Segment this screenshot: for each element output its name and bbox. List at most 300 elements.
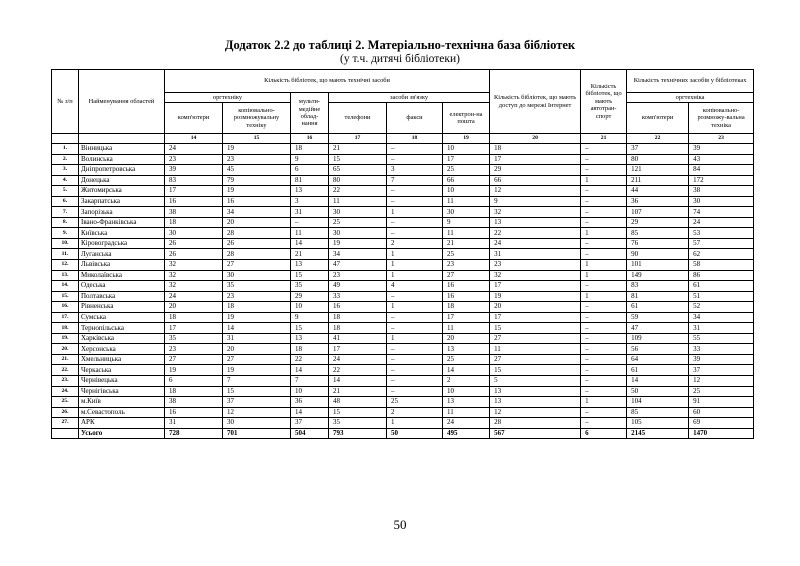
table-cell: 4 [387,281,443,292]
table-cell: – [581,186,627,197]
table-cell: 47 [627,323,689,334]
table-cell: 31 [689,323,754,334]
table-cell: 27 [223,354,291,365]
table-cell: 105 [627,418,689,429]
table-cell: 26 [165,238,223,249]
table-cell: 1 [387,302,443,313]
table-row [52,165,754,176]
table-cell: 24 [443,418,490,429]
column-number-row [52,134,754,144]
table-row [52,323,754,334]
table-cell: 37 [223,397,291,408]
table-cell: 107 [627,207,689,218]
column-number: 14 [165,134,223,144]
region-name: Чернігівська [79,386,165,397]
table-row [52,207,754,218]
table-cell: 17 [165,186,223,197]
table-cell: 1 [581,175,627,186]
table-cell: 36 [627,196,689,207]
table-cell: 23 [223,154,291,165]
table-cell: 12 [223,407,291,418]
table-row [52,344,754,355]
region-name: Луганська [79,249,165,260]
table-cell: 25 [443,249,490,260]
table-cell: 30 [223,418,291,429]
table-cell: 17 [443,312,490,323]
region-name: Тернопільська [79,323,165,334]
table-cell: – [581,207,627,218]
region-name: Полтавська [79,291,165,302]
table-cell: 56 [627,344,689,355]
table-row [52,186,754,197]
table-cell: 17 [165,323,223,334]
header-copiers-count: копіювально-розмножу-вальна техніка [689,103,754,134]
header-faxes: факси [387,103,443,134]
table-cell: 13 [291,260,329,271]
table-row [52,238,754,249]
table-cell: 10 [291,302,329,313]
table-cell: 11 [443,323,490,334]
table-cell: 25 [689,386,754,397]
table-cell: 35 [165,333,223,344]
table-cell: 39 [165,165,223,176]
row-number: 13. [52,270,79,281]
region-name: Миколаївська [79,270,165,281]
table-cell: 5 [490,376,581,387]
table-cell: 27 [490,333,581,344]
table-cell: – [581,376,627,387]
table-cell: – [581,354,627,365]
region-name: Харківська [79,333,165,344]
table-cell: 74 [689,207,754,218]
table-cell: 30 [689,196,754,207]
table-cell: 18 [329,312,387,323]
table-cell: – [387,196,443,207]
table-cell: 39 [689,354,754,365]
table-cell: 1 [387,418,443,429]
row-number: 5. [52,186,79,197]
table-cell: 11 [443,407,490,418]
table-cell: 66 [490,175,581,186]
table-cell: 23 [443,260,490,271]
table-row [52,196,754,207]
table-cell: 32 [165,270,223,281]
table-cell: 1 [387,260,443,271]
table-cell: – [387,154,443,165]
table-cell: 1 [387,270,443,281]
table-cell: 31 [291,207,329,218]
table-cell: 59 [627,312,689,323]
table-row [52,407,754,418]
header-orgtech: оргтехніку [165,93,291,103]
table-cell: 20 [490,302,581,313]
header-communications: засоби зв'язку [329,93,490,103]
table-cell: 6 [291,165,329,176]
table-cell: 48 [329,397,387,408]
table-cell: 2 [443,376,490,387]
table-cell: 79 [223,175,291,186]
header-tech-means: Кількість бібліотек, що мають технічні засоби [165,70,490,93]
table-cell: 80 [627,154,689,165]
table-cell: 19 [223,186,291,197]
table-cell: 2 [387,407,443,418]
table-row [52,312,754,323]
header-computers-count: комп'ютери [627,103,689,134]
table-cell: 27 [165,354,223,365]
table-cell: 19 [165,365,223,376]
table-cell: 24 [689,217,754,228]
table-cell: 55 [689,333,754,344]
table-cell: – [581,249,627,260]
table-cell: 69 [689,418,754,429]
table-cell: – [581,312,627,323]
header-tech-count: Кількість технічних засобів у бібліотеках [627,70,754,93]
table-cell: 19 [223,365,291,376]
header-row-number: № з/п [52,70,79,134]
table-cell: 23 [329,270,387,281]
table-cell: 23 [223,291,291,302]
row-number: 23. [52,376,79,387]
table-cell: 32 [165,260,223,271]
table-cell: 2 [387,238,443,249]
table-cell: 81 [291,175,329,186]
table-cell: – [387,323,443,334]
table-cell: 22 [329,186,387,197]
table-cell: – [581,386,627,397]
table-cell: – [581,165,627,176]
table-cell: 13 [291,186,329,197]
table-cell: – [387,144,443,155]
table-cell: – [387,354,443,365]
table-cell: 27 [223,260,291,271]
row-number: 20. [52,344,79,355]
table-cell: 34 [689,312,754,323]
table-cell: 104 [627,397,689,408]
table-row [52,175,754,186]
table-cell: 18 [165,386,223,397]
row-number: 3. [52,165,79,176]
row-number: 22. [52,365,79,376]
table-cell: 17 [329,344,387,355]
table-cell: 9 [490,196,581,207]
table-cell: 24 [490,238,581,249]
row-number: 26. [52,407,79,418]
row-number: 16. [52,302,79,313]
table-cell: 11 [291,228,329,239]
header-transport: Кількість бібліотек, що мають автотран-спорт [581,70,627,134]
table-cell: 31 [165,418,223,429]
table-cell: – [387,312,443,323]
table-cell: – [581,196,627,207]
column-number: 18 [387,134,443,144]
table-row [52,354,754,365]
table-cell: 19 [490,291,581,302]
region-name: Донецька [79,175,165,186]
table-row [52,249,754,260]
table-cell: 15 [223,386,291,397]
row-number: 19. [52,333,79,344]
table-cell: 29 [627,217,689,228]
table-cell: 30 [329,207,387,218]
table-cell: 19 [223,312,291,323]
table-cell: 57 [689,238,754,249]
region-name: Кіровоградська [79,238,165,249]
table-cell: 86 [689,270,754,281]
table-cell: 13 [490,217,581,228]
table-cell: 91 [689,397,754,408]
table-cell: 25 [443,165,490,176]
table-cell: 44 [627,186,689,197]
table-cell: – [581,154,627,165]
total-cell: 701 [223,428,291,439]
table-cell: 60 [689,407,754,418]
table-cell: 7 [387,175,443,186]
table-cell: – [387,291,443,302]
total-label: Усього [79,428,165,439]
region-name: Чернівецька [79,376,165,387]
row-number: 12. [52,260,79,271]
row-number: 7. [52,207,79,218]
table-cell: 28 [223,228,291,239]
table-row [52,386,754,397]
table-cell: 23 [490,260,581,271]
table-cell: 6 [165,376,223,387]
header-orgtech-count: оргтехніка [627,93,754,103]
row-number: 27. [52,418,79,429]
table-cell: 58 [689,260,754,271]
page-title: Додаток 2.2 до таблиці 2. Матеріально-технічна база бібліотек [224,38,576,52]
table-cell: 17 [490,281,581,292]
table-cell: – [387,228,443,239]
region-name: Дніпропетровська [79,165,165,176]
table-row [52,154,754,165]
table-cell: 15 [291,323,329,334]
row-number: 24. [52,386,79,397]
table-cell: 85 [627,407,689,418]
table-row [52,302,754,313]
table-cell: 28 [223,249,291,260]
table-cell: 25 [329,217,387,228]
table-cell: 21 [291,249,329,260]
region-name: Запорізька [79,207,165,218]
table-cell: 38 [165,397,223,408]
table-cell: 12 [689,376,754,387]
table-cell: 15 [329,407,387,418]
table-cell: 65 [329,165,387,176]
table-cell: 10 [443,386,490,397]
total-cell: 6 [581,428,627,439]
header-multimedia: мульти-медійне облад-нання [291,93,329,134]
table-cell: 1 [387,333,443,344]
table-cell: 18 [329,323,387,334]
table-cell: 18 [223,302,291,313]
table-cell: – [581,217,627,228]
region-name: Вінницька [79,144,165,155]
row-number: 17. [52,312,79,323]
region-name: м.Київ [79,397,165,408]
table-row [52,260,754,271]
table-row [52,217,754,228]
table-cell: 22 [329,365,387,376]
table-cell: 22 [291,354,329,365]
table-cell: 211 [627,175,689,186]
table-cell: 30 [223,270,291,281]
table-row [52,291,754,302]
table-cell: – [387,386,443,397]
table-cell: 11 [443,196,490,207]
region-name: Київська [79,228,165,239]
table-cell: – [581,365,627,376]
table-cell: 39 [689,144,754,155]
total-cell: 495 [443,428,490,439]
table-cell: 20 [223,344,291,355]
table-cell: 64 [627,354,689,365]
table-cell: 85 [627,228,689,239]
total-cell: 2145 [627,428,689,439]
table-cell: 10 [291,386,329,397]
table-row [52,365,754,376]
table-cell: – [387,344,443,355]
table-cell: 1 [581,228,627,239]
table-cell: 52 [689,302,754,313]
table-cell: 35 [291,281,329,292]
table-cell: 16 [329,302,387,313]
table-cell: 47 [329,260,387,271]
table-cell: 51 [689,291,754,302]
table-cell: 172 [689,175,754,186]
total-row [52,428,754,439]
table-cell: 16 [165,196,223,207]
table-cell: 12 [490,407,581,418]
table-cell: 20 [165,302,223,313]
table-cell: 90 [627,249,689,260]
column-number: 22 [627,134,689,144]
table-cell: 23 [165,154,223,165]
table-cell: 18 [165,217,223,228]
table-cell: 9 [291,154,329,165]
table-cell: 41 [329,333,387,344]
table-cell: 30 [165,228,223,239]
table-cell: 21 [329,144,387,155]
table-cell: 17 [490,312,581,323]
table-cell: 38 [165,207,223,218]
table-cell: 22 [490,228,581,239]
region-name: м.Севастополь [79,407,165,418]
table-cell: 33 [329,291,387,302]
region-name: Рівненська [79,302,165,313]
table-cell: 13 [490,386,581,397]
table-cell: 84 [689,165,754,176]
table-cell: 121 [627,165,689,176]
table-cell: 32 [490,270,581,281]
table-cell: 1 [387,207,443,218]
table-cell: 14 [223,323,291,334]
table-cell: – [387,376,443,387]
table-cell: 11 [490,344,581,355]
table-cell: 28 [490,418,581,429]
table-cell: 61 [627,302,689,313]
table-cell: 36 [291,397,329,408]
table-cell: 43 [689,154,754,165]
table-cell: 14 [627,376,689,387]
table-cell: 62 [689,249,754,260]
page-number: 50 [393,517,407,532]
table-cell: 18 [291,344,329,355]
region-name: Сумська [79,312,165,323]
column-number: 17 [329,134,387,144]
header-internet-access: Кількість бібліотек, що мають доступ до мережі Інтернет [490,70,581,134]
table-cell: 45 [223,165,291,176]
library-equipment-table [51,69,754,439]
table-cell: 31 [490,249,581,260]
table-cell: 49 [329,281,387,292]
table-cell: 76 [627,238,689,249]
table-cell: 12 [490,186,581,197]
table-cell: 30 [329,228,387,239]
table-cell: 35 [223,281,291,292]
table-row [52,333,754,344]
table-cell: 66 [443,175,490,186]
table-cell: 35 [329,418,387,429]
table-cell: 27 [490,354,581,365]
table-cell: 34 [223,207,291,218]
table-cell: 61 [689,281,754,292]
total-cell: 504 [291,428,329,439]
table-row [52,397,754,408]
table-row [52,418,754,429]
header-phones: телефони [329,103,387,134]
table-cell: – [387,365,443,376]
table-cell: 24 [329,354,387,365]
region-name: Херсонська [79,344,165,355]
table-cell: 149 [627,270,689,281]
row-number: 21. [52,354,79,365]
table-cell: 1 [387,249,443,260]
region-name: Івано-Франківська [79,217,165,228]
table-cell: 18 [291,144,329,155]
table-cell: 37 [627,144,689,155]
table-cell: – [387,217,443,228]
table-cell: 24 [165,291,223,302]
table-cell: 23 [165,344,223,355]
table-cell: 14 [443,365,490,376]
table-cell: 17 [443,154,490,165]
table-cell: 33 [689,344,754,355]
table-cell: – [581,323,627,334]
row-number: 8. [52,217,79,228]
table-cell: 1 [581,270,627,281]
row-number: 4. [52,175,79,186]
table-cell: – [581,144,627,155]
table-cell: – [581,333,627,344]
table-cell: 1 [581,291,627,302]
column-number: 23 [689,134,754,144]
table-cell: 11 [329,196,387,207]
table-cell: 80 [329,175,387,186]
table-body [52,144,754,439]
table-cell: 13 [291,333,329,344]
row-number: 15. [52,291,79,302]
table-cell: 1 [581,397,627,408]
table-cell: 15 [490,323,581,334]
header-region-name: Найменування областей [79,70,165,134]
table-cell: 16 [223,196,291,207]
table-cell: – [387,186,443,197]
table-cell: 17 [490,154,581,165]
table-cell: 53 [689,228,754,239]
header-computers: комп'ютери [165,103,223,134]
region-name: АРК [79,418,165,429]
